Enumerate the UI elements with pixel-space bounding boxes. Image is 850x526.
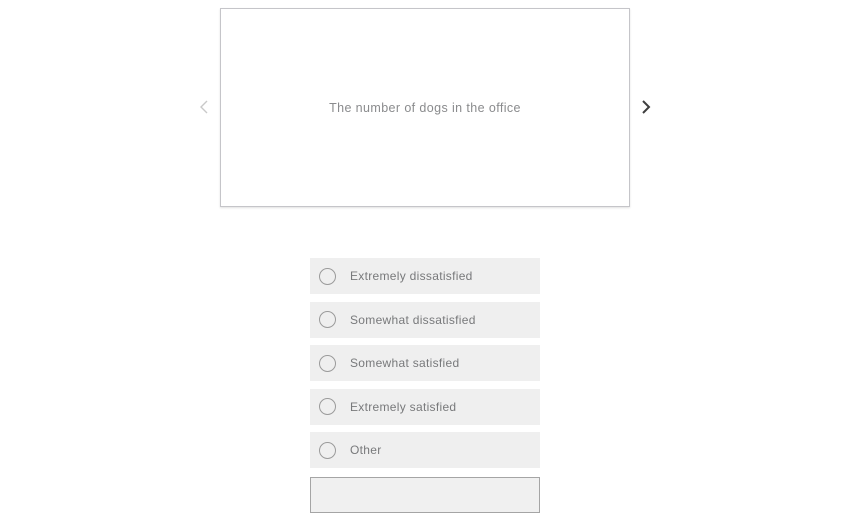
radio-icon[interactable] [319,442,336,459]
option-label: Extremely dissatisfied [350,269,473,283]
option-label: Somewhat satisfied [350,356,460,370]
radio-icon[interactable] [319,311,336,328]
option-label: Other [350,443,382,457]
option-label: Somewhat dissatisfied [350,312,476,327]
radio-icon[interactable] [319,355,336,372]
question-text: The number of dogs in the office [329,100,521,115]
option-somewhat-dissatisfied[interactable] [310,302,540,338]
option-extremely-dissatisfied[interactable] [310,258,540,294]
option-other[interactable] [310,432,540,468]
option-somewhat-satisfied[interactable] [310,345,540,381]
option-extremely-satisfied[interactable] [310,389,540,425]
carousel-next-button[interactable] [639,99,653,117]
radio-icon[interactable] [319,268,336,285]
radio-icon[interactable] [319,398,336,415]
chevron-left-icon [197,98,211,119]
carousel-prev-button[interactable] [197,99,211,117]
answer-options [310,258,540,468]
question-card [220,8,630,207]
other-text-input[interactable] [310,477,540,513]
chevron-right-icon [639,98,653,119]
option-label: Extremely satisfied [350,399,457,414]
